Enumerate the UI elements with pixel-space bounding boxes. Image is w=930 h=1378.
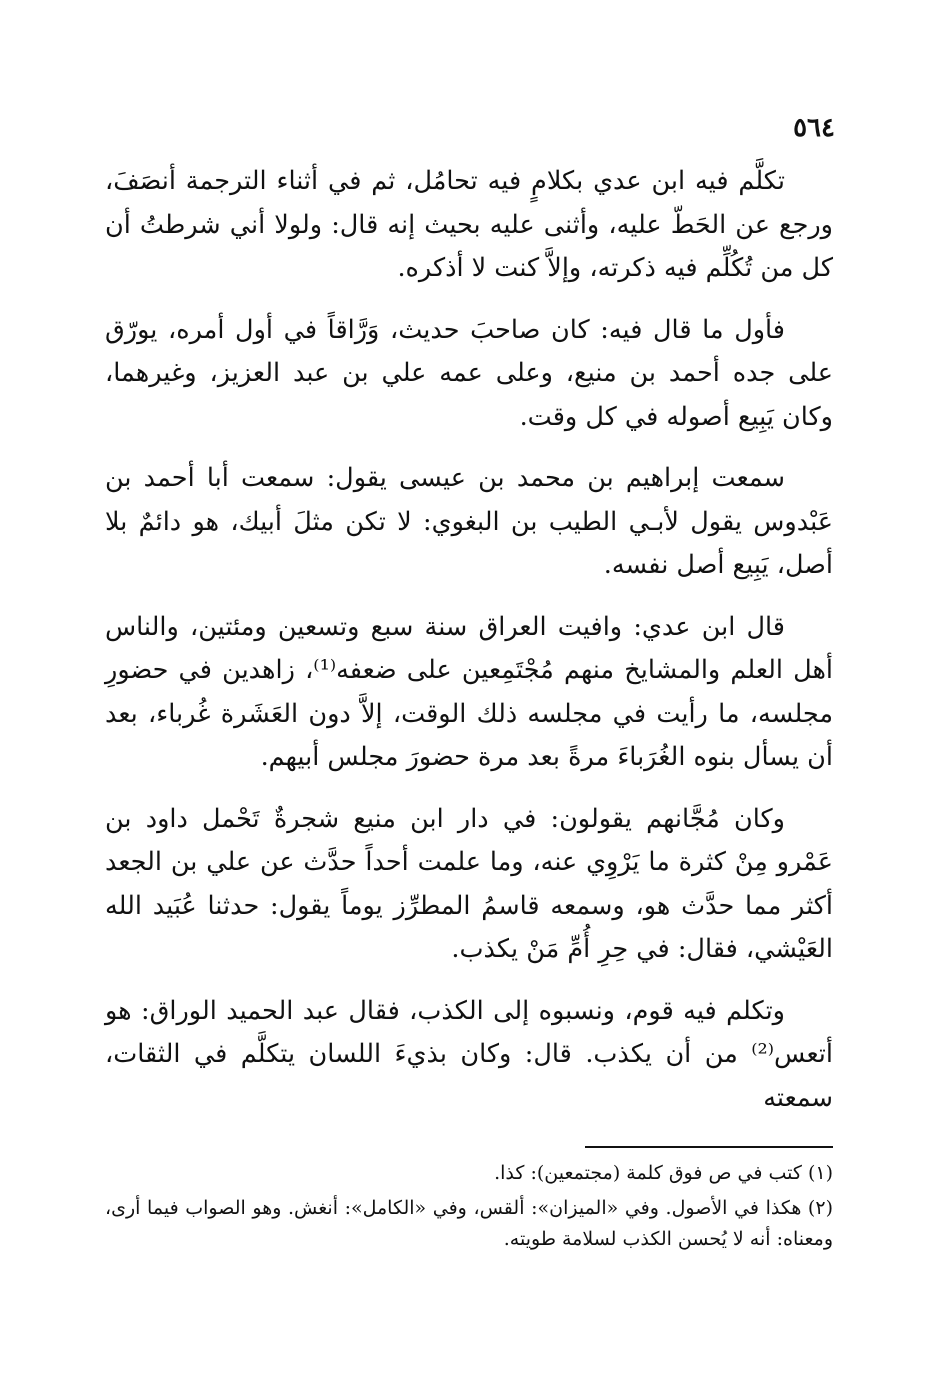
footnote-separator [585, 1146, 833, 1148]
footnote-1: (١) كتب في ص فوق كلمة (مجتمعين): كذا. [494, 1162, 833, 1184]
paragraph-3: سمعت إبراهيم بن محمد بن عيسى يقول: سمعت أبا أحمد بن عَبْدوس يقول لأبـي الطيب بن البغوي: لا تكن مثلَ أبيك، هو دائمٌ بلا أصل، يَبِيع أصل نفسه. [105, 463, 833, 580]
page-number: ٥٦٤ [793, 113, 835, 143]
paragraph-2: فأول ما قال فيه: كان صاحبَ حديث، وَرَّاقاً في أول أمره، يورّق على جده أحمد بن منيع، وعلى عمه علي بن عبد العزيز، وغيرهما، وكان يَبِيع أصوله في كل وقت. [105, 314, 833, 432]
footnote-2: (٢) هكذا في الأصول. وفي «الميزان»: ألقس، وفي «الكامل»: أنغش. وهو الصواب فيما أرى، ومعناه: أنه لا يُحسن الكذب لسلامة طويته. [105, 1197, 833, 1250]
main-text [105, 160, 833, 1120]
paragraph-1: تكلَّم فيه ابن عدي بكلامٍ فيه تحامُل، ثم في أثناء الترجمة أنصَفَ، ورجع عن الحَطّ عليه، وأثنى عليه بحيث إنه قال: ولولا أني شرطتُ أن كل من تُكُلِّم فيه ذكرته، وإلاَّ كنت لا أذكره. [105, 166, 833, 283]
paragraph-4: قال ابن عدي: وافيت العراق سنة سبع وتسعين ومئتين، والناس أهل العلم والمشايخ منهم مُجْتَمِعين على ضعفه⁽¹⁾، زاهدين في حضورِ مجلسه، ما رأيت في مجلسه ذلك الوقت، إلاَّ دون العَشَرة غُرباء، بعد أن يسأل بنوه الغُرَباءَ مرةً بعد مرة حضورَ مجلس أبيهم. [105, 611, 834, 772]
paragraph-5: وكان مُجَّانهم يقولون: في دار ابن منيع شجرةٌ تَحْمل داود بن عَمْرو مِنْ كثرة ما يَرْوِي عنه، وما علمت أحداً حدَّث عن علي بن الجعد أكثر مما حدَّث هو، وسمعه قاسمُ المطرِّز يوماً يقول: حدثنا عُبَيد الله العَيْشي، فقال: في حِرِ أُمِّ مَنْ يكذب. [105, 803, 833, 964]
footnotes [105, 1158, 833, 1259]
paragraph-6: وتكلم فيه قوم، ونسبوه إلى الكذب، فقال عبد الحميد الوراق: هو أتعس⁽²⁾ من أن يكذب. قال: وكان بذيءَ اللسان يتكلَّم في الثقات، سمعته [105, 995, 833, 1113]
